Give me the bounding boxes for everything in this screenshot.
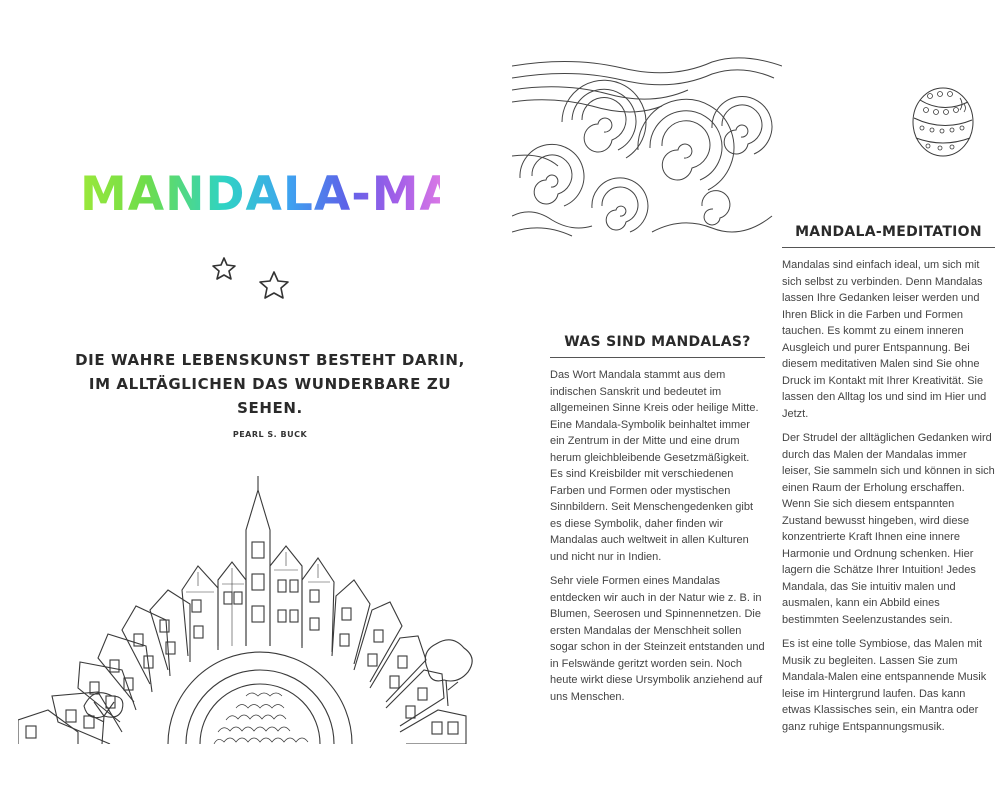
- quote-line: DIE WAHRE LEBENSKUNST BESTEHT DARIN,: [75, 351, 465, 369]
- patterned-moon-illustration: [910, 84, 976, 160]
- village-circle-illustration: [18, 470, 500, 744]
- page-title: MANDALA-MALEN: [80, 160, 440, 230]
- section-heading: WAS SIND MANDALAS?: [550, 334, 765, 358]
- paragraph: Es ist eine tolle Symbiose, das Malen mit Musik zu begleiten. Lassen Sie zum Mandala-Malen eine entspannende Musik leise im Hintergrund laufen. Das kann etwas Klassisches sein, ein Mantra oder ganz ruhige Entspannungsmusik.: [782, 638, 987, 733]
- paragraph: Mandalas sind einfach ideal, um sich mit sich selbst zu verbinden. Denn Mandalas lassen Ihre Gedanken leiser werden und Ihren Blick in die Farben und Formen tauchen. Es kommt zu einem inneren Ausgleich und purer Entspannung. Bei diesem meditativen Malen sind Sie ohne Druck im Kontakt mit Ihrer Kreativität. Sie lassen den Alltag los und sind im Hier und Jetzt.: [782, 259, 987, 420]
- quote-line: IM ALLTÄGLICHEN DAS WUNDERBARE ZU SEHEN.: [88, 375, 452, 417]
- quote-block: [60, 348, 480, 439]
- paragraph: Das Wort Mandala stammt aus dem indischen Sanskrit und bedeutet im allgemeinen Sinne Kreis oder heilige Mitte. Eine Mandala-Symbolik beinhaltet immer ein Zentrum in der Mitte und eine drum herum gleichbleibende Gesetzmäßigkeit. Es sind Kreisbilder mit verschiedenen Farben und Formen oder mystischen Sinnbildern. Seit Menschengedenken gibt es diese Symbolik, daher finden wir Mandalas auch weltweit in allen Kulturen und nicht nur in Indien.: [550, 369, 759, 563]
- paragraph: Der Strudel der alltäglichen Gedanken wird durch das Malen der Mandalas immer leiser, Sie sammeln sich und können in sich einen Raum der Erholung erschaffen. Wenn Sie sich diesem entspannten Zustand bewusst hingeben, wird diese konzentrierte Kraft Ihnen eine innere Harmonie und Ordnung schenken. Hier lagern die Schätze Ihrer Intuition! Jedes Mandala, das Sie intuitiv malen und ausmalen, kann ein Abbild eines bestimmten Seelenzustandes sein.: [782, 432, 995, 626]
- stars-doodle: [206, 254, 306, 306]
- quote-author: PEARL S. BUCK: [232, 430, 308, 439]
- right-page: [500, 0, 1000, 800]
- swirl-clouds-illustration: [512, 56, 782, 242]
- paragraph: Sehr viele Formen eines Mandalas entdecken wir auch in der Natur wie z. B. in Blumen, Seerosen und Spinnennetzen. Die ersten Mandalas der Menschheit sollen sogar schon in der Steinzeit entstanden und in Felswände geritzt worden sein. Noch heute wirkt diese Ursymbolik anziehend auf uns Menschen.: [550, 575, 765, 703]
- section-heading: MANDALA-MEDITATION: [782, 224, 995, 248]
- section-was-sind-mandalas: [550, 334, 765, 705]
- section-mandala-meditation: [782, 224, 995, 735]
